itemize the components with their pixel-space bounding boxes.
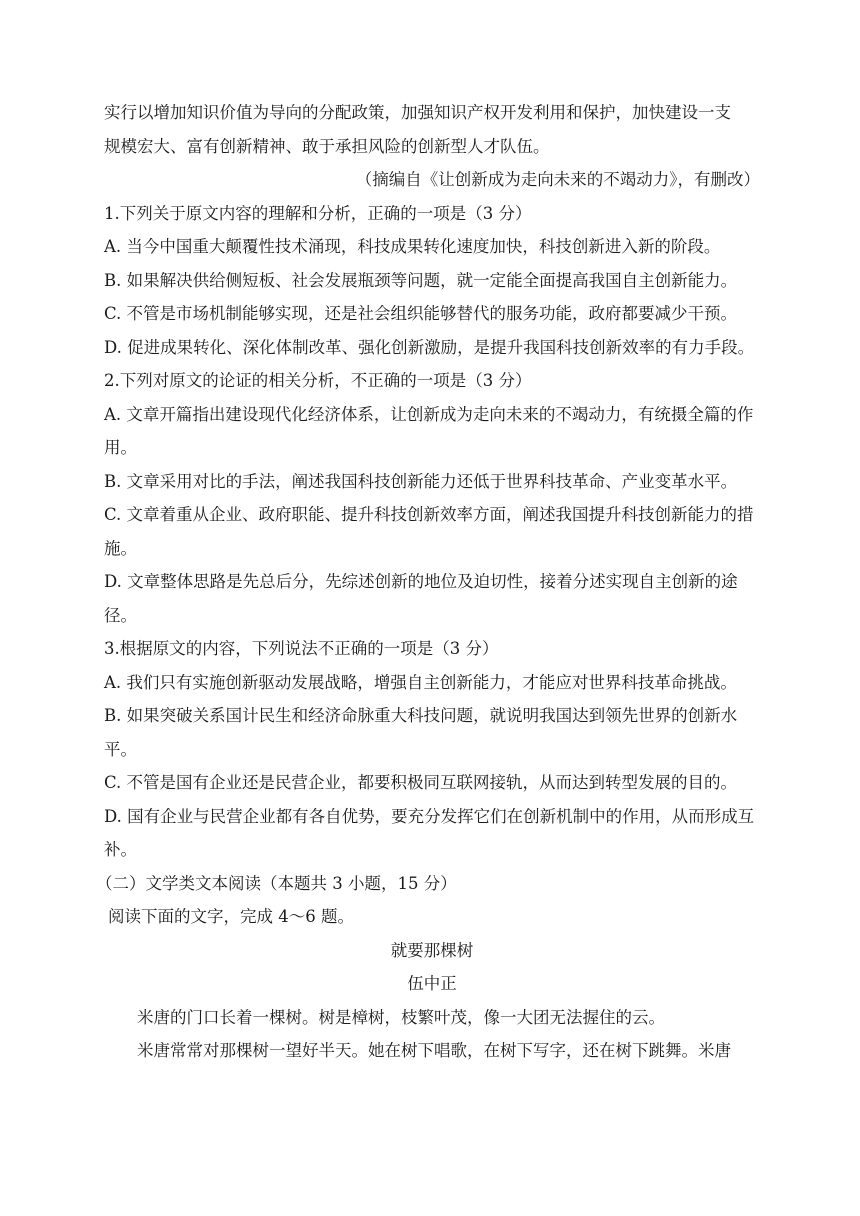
question-3-option-c: C. 不管是国有企业还是民营企业，都要积极同互联网接轨，从而达到转型发展的目的。 xyxy=(104,773,738,792)
section-instruction: 阅读下面的文字，完成 4～6 题。 xyxy=(108,907,354,926)
question-3-option-a: A. 我们只有实施创新驱动发展战略，增强自主创新能力，才能应对世界科技革命挑战。 xyxy=(104,672,737,692)
story-author: 伍中正 xyxy=(407,974,457,993)
question-1-option-a: A. 当今中国重大颠覆性技术涌现，科技成果转化速度加快，科技创新进入新的阶段。 xyxy=(104,237,721,256)
question-2-option-b: B. 文章采用对比的手法，阐述我国科技创新能力还低于世界科技革命、产业变革水平。 xyxy=(104,471,738,491)
question-1-option-d: D. 促进成果转化、深化体制改革、强化创新激励，是提升我国科技创新效率的有力手段。 xyxy=(104,337,755,357)
passage-line: 规模宏大、富有创新精神、敢于承担风险的创新型人才队伍。 xyxy=(104,136,550,156)
question-2-option-c: C. 文章着重从企业、政府职能、提升科技创新效率方面，阐述我国提升科技创新能力的措施。 xyxy=(104,505,754,558)
story-paragraph: 米唐常常对那棵树一望好半天。她在树下唱歌，在树下写字，还在树下跳舞。米唐 xyxy=(137,1041,731,1060)
question-1-option-b: B. 如果解决供给侧短板、社会发展瓶颈等问题，就一定能全面提高我国自主创新能力。 xyxy=(104,270,738,290)
question-3-title: 3.根据原文的内容，下列说法不正确的一项是（3 分） xyxy=(104,639,499,658)
question-3-option-d: D. 国有企业与民营企业都有各自优势，要充分发挥它们在创新机制中的作用，从而形成互补。 xyxy=(104,806,755,859)
question-2-title: 2.下列对原文的论证的相关分析，不正确的一项是（3 分） xyxy=(104,371,532,390)
story-title: 就要那棵树 xyxy=(390,940,474,960)
document-page xyxy=(96,96,760,1068)
section-heading: （二）文学类文本阅读（本题共 3 小题，15 分） xyxy=(96,873,457,893)
question-3-option-b: B. 如果突破关系国计民生和经济命脉重大科技问题，就说明我国达到领先世界的创新水平。 xyxy=(104,706,738,759)
question-1-option-c: C. 不管是市场机制能够实现，还是社会组织能够替代的服务功能，政府都要减少干预。 xyxy=(104,304,738,323)
passage-source: （摘编自《让创新成为走向未来的不竭动力》，有删改） xyxy=(355,170,760,189)
passage-line: 实行以增加知识价值为导向的分配政策，加强知识产权开发利用和保护，加快建设一支 xyxy=(104,103,731,122)
question-2-option-d: D. 文章整体思路是先总后分，先综述创新的地位及迫切性，接着分述实现自主创新的途径。 xyxy=(104,572,738,625)
question-1-title: 1.下列关于原文内容的理解和分析，正确的一项是（3 分） xyxy=(104,203,532,223)
question-2-option-a: A. 文章开篇指出建设现代化经济体系，让创新成为走向未来的不竭动力，有统摄全篇的作用。 xyxy=(104,404,754,457)
story-paragraph: 米唐的门口长着一棵树。树是樟树，枝繁叶茂，像一大团无法握住的云。 xyxy=(137,1007,665,1027)
